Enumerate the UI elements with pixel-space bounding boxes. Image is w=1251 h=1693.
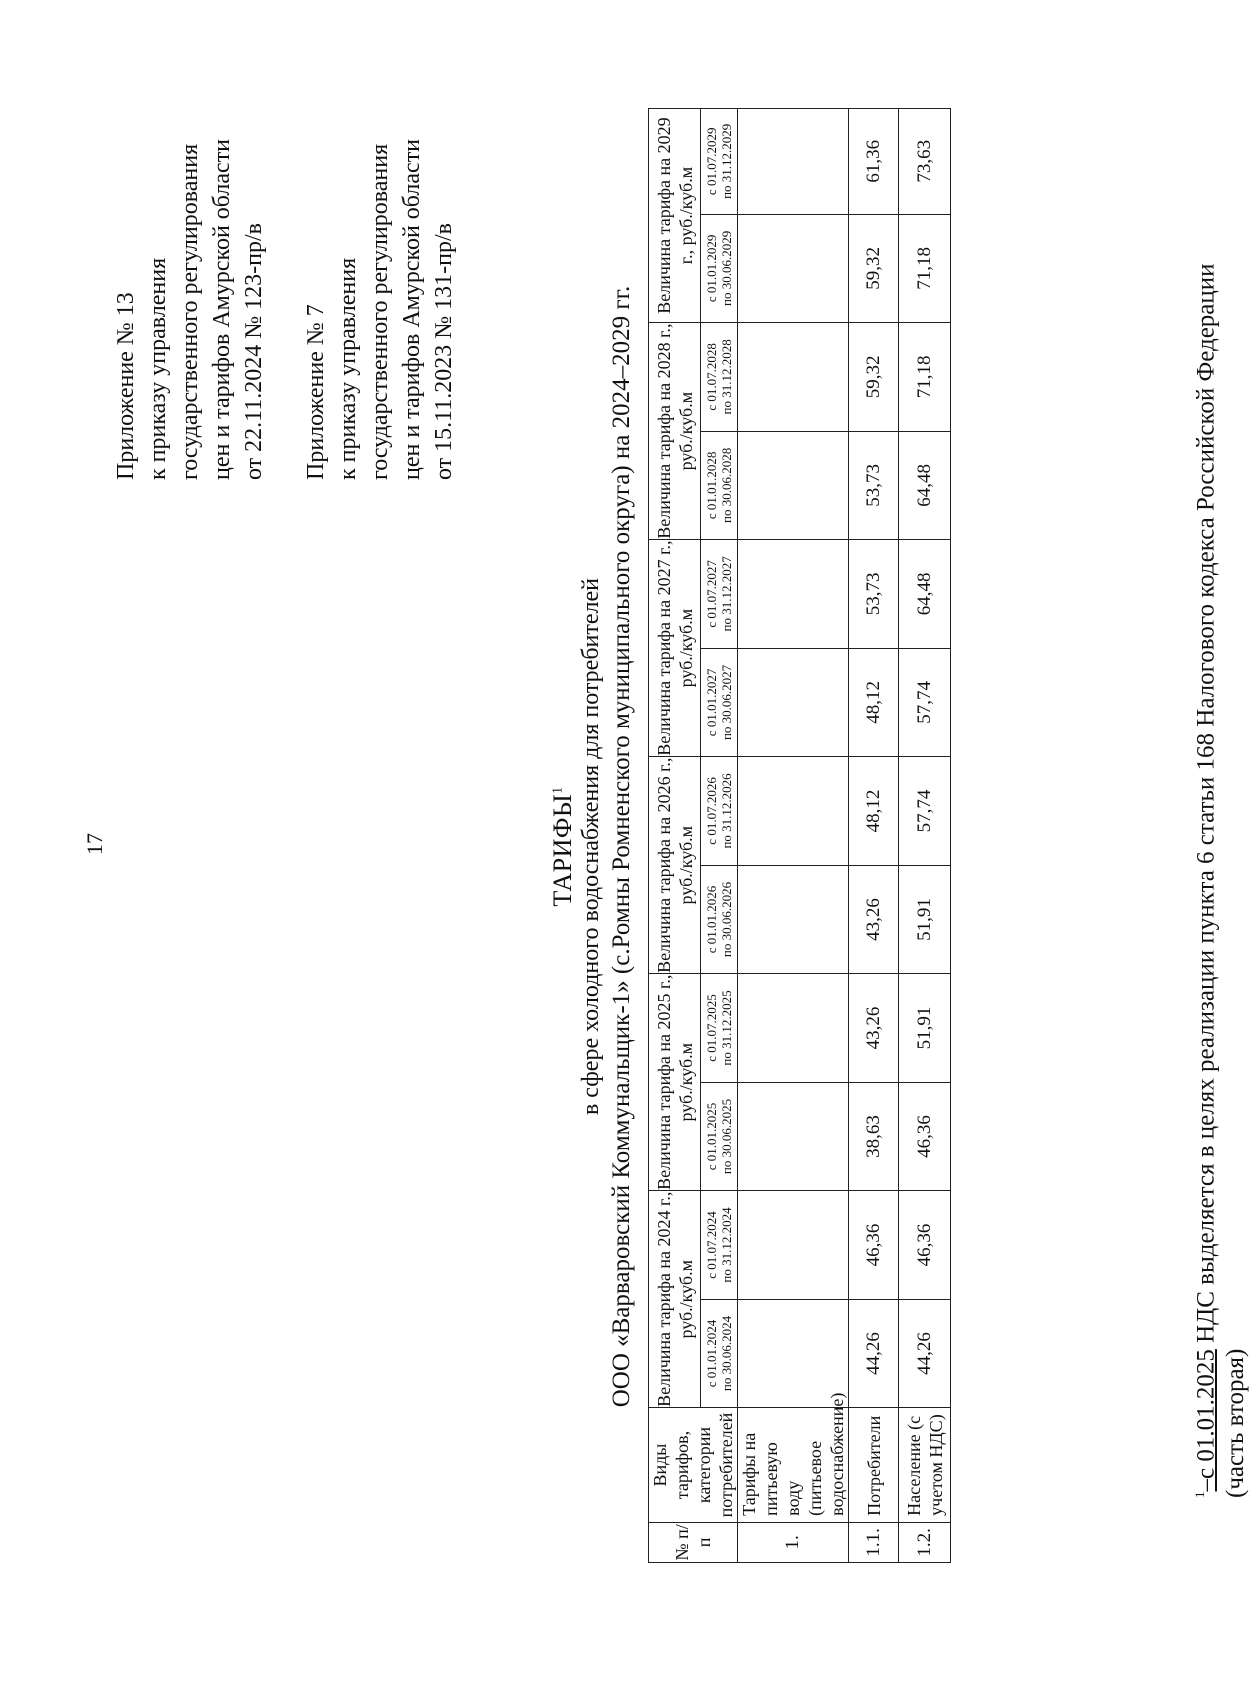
tariff-cell: 71,18: [899, 214, 951, 323]
tariff-cell: [738, 1082, 849, 1191]
appendix-line: цен и тарифов Амурской области: [399, 138, 425, 480]
period-from: с 01.07.2027: [704, 560, 720, 628]
tariff-cell: [738, 1191, 849, 1300]
tariff-cell: [738, 1299, 849, 1408]
footnote-text: НДС выделяется в целях реализации пункта 6 статьи 168 Налогового кодекса Российской Федерации (часть вторая): [1192, 263, 1250, 1498]
tariff-cell: 48,12: [849, 757, 899, 866]
header-year-2029: Величина тарифа на 2029 г., руб./куб.м: [649, 109, 701, 323]
period-to: по 30.06.2026: [719, 881, 735, 958]
period-header: [701, 1082, 738, 1191]
tariff-cell: 53,73: [849, 540, 899, 649]
table-row: [849, 109, 899, 1563]
appendix-line: к приказу управления: [335, 257, 361, 480]
table-row: [738, 109, 849, 1563]
tariff-cell: 59,32: [849, 214, 899, 323]
period-from: с 01.01.2029: [704, 234, 720, 303]
tariff-cell: 51,91: [899, 974, 951, 1083]
tariff-cell: 44,26: [899, 1299, 951, 1408]
tariff-cell: 57,74: [899, 757, 951, 866]
period-header: [701, 540, 738, 649]
tariff-cell: 46,36: [849, 1191, 899, 1300]
appendix-line: к приказу управления: [145, 257, 171, 480]
tariff-cell: 59,32: [849, 323, 899, 432]
tariff-cell: 43,26: [849, 974, 899, 1083]
appendix-line: государственного регулирования: [177, 143, 203, 480]
period-to: по 30.06.2028: [719, 447, 735, 523]
table-row: [899, 109, 951, 1563]
period-from: с 01.07.2026: [704, 777, 720, 845]
tariff-cell: [738, 757, 849, 866]
period-from: с 01.01.2026: [704, 885, 720, 954]
header-year-2028: Величина тарифа на 2028 г., руб./куб.м: [649, 323, 701, 540]
table-period-row: [701, 109, 738, 1563]
title-footnote-mark: 1: [550, 786, 566, 794]
tariff-cell: 51,91: [899, 865, 951, 974]
row-number: 1.1.: [849, 1522, 899, 1562]
period-from: с 01.07.2029: [704, 127, 720, 196]
row-number: 1.2.: [899, 1522, 951, 1562]
tariff-cell: [738, 865, 849, 974]
period-from: с 01.07.2025: [704, 994, 720, 1062]
period-to: по 31.12.2026: [719, 773, 735, 849]
period-to: по 31.12.2028: [719, 339, 735, 415]
period-header: [701, 323, 738, 432]
period-from: с 01.01.2027: [704, 668, 720, 737]
period-to: по 31.12.2027: [719, 556, 735, 632]
header-category: Виды тарифов, категории потребителей: [649, 1408, 738, 1523]
period-from: с 01.01.2024: [704, 1319, 720, 1388]
tariff-cell: 61,36: [849, 109, 899, 215]
period-to: по 31.12.2024: [719, 1207, 735, 1283]
period-header: [701, 1191, 738, 1300]
appendix-line: от 15.11.2023 № 131-пр/в: [431, 222, 457, 480]
period-to: по 31.12.2025: [719, 990, 735, 1066]
row-category: Население (с учетом НДС): [899, 1408, 951, 1523]
period-header: [701, 214, 738, 323]
period-from: с 01.07.2028: [704, 343, 720, 411]
tariff-cell: 71,18: [899, 323, 951, 432]
period-header: [701, 109, 738, 215]
footnote-date: –с 01.01.2025: [1192, 1349, 1220, 1492]
period-header: [701, 865, 738, 974]
row-category: Потребители: [849, 1408, 899, 1523]
tariff-cell: 73,63: [899, 109, 951, 215]
header-year-2024: Величина тарифа на 2024 г., руб./куб.м: [649, 1191, 701, 1408]
tariff-cell: 46,36: [899, 1082, 951, 1191]
header-year-2026: Величина тарифа на 2026 г., руб./куб.м: [649, 757, 701, 974]
period-from: с 01.07.2024: [704, 1211, 720, 1279]
tariff-cell: 64,48: [899, 431, 951, 540]
period-from: с 01.01.2028: [704, 451, 720, 520]
tariff-cell: 53,73: [849, 431, 899, 540]
tariff-cell: 46,36: [899, 1191, 951, 1300]
tariff-cell: 48,12: [849, 648, 899, 757]
tariff-cell: [738, 974, 849, 1083]
period-header: [701, 648, 738, 757]
tariff-table: [648, 108, 951, 1563]
appendix-line: Приложение № 13: [113, 292, 139, 480]
tariff-cell: 44,26: [849, 1299, 899, 1408]
document-subtitle-organization: ООО «Варваровский Коммунальщик-1» (с.Ромны Ромненского муниципального округа) на 2024–2029 гг.: [608, 285, 635, 1408]
tariff-cell: 43,26: [849, 865, 899, 974]
appendix-line: от 22.11.2024 № 123-пр/в: [241, 222, 267, 480]
header-num: № п/п: [649, 1522, 738, 1562]
appendix-line: государственного регулирования: [367, 143, 393, 480]
tariff-cell: 38,63: [849, 1082, 899, 1191]
appendix-reference-13: [110, 139, 270, 480]
period-to: по 30.06.2024: [719, 1315, 735, 1392]
row-number: 1.: [738, 1522, 849, 1562]
row-category: Тарифы на питьевую воду (питьевое водоснабжение): [738, 1408, 849, 1523]
page-number: 17: [82, 833, 107, 855]
tariff-cell: [738, 540, 849, 649]
tariff-cell: [738, 431, 849, 540]
appendix-reference-7: [300, 139, 460, 480]
period-to: по 30.06.2029: [719, 230, 735, 306]
tariff-cell: 64,48: [899, 540, 951, 649]
period-header: [701, 431, 738, 540]
period-header: [701, 1299, 738, 1408]
header-year-2027: Величина тарифа на 2027 г., руб./куб.м: [649, 540, 701, 757]
appendix-line: цен и тарифов Амурской области: [209, 138, 235, 480]
document-subtitle: в сфере холодного водоснабжения для потребителей: [578, 577, 604, 1116]
period-header: [701, 757, 738, 866]
footnote-mark: 1: [1192, 1491, 1207, 1498]
period-to: по 30.06.2027: [719, 664, 735, 741]
footnote: [1185, 198, 1251, 1498]
tariff-cell: [738, 323, 849, 432]
document-title: [548, 0, 578, 1693]
period-to: по 31.12.2029: [719, 123, 735, 199]
tariff-cell: 57,74: [899, 648, 951, 757]
title-text: ТАРИФЫ: [548, 793, 577, 907]
appendix-line: Приложение № 7: [303, 304, 329, 480]
tariff-cell: [738, 648, 849, 757]
tariff-cell: [738, 109, 849, 215]
table-header-row: [649, 109, 701, 1563]
period-to: по 30.06.2025: [719, 1098, 735, 1175]
header-year-2025: Величина тарифа на 2025 г., руб./куб.м: [649, 974, 701, 1191]
period-from: с 01.01.2025: [704, 1102, 720, 1171]
tariff-cell: [738, 214, 849, 323]
period-header: [701, 974, 738, 1083]
